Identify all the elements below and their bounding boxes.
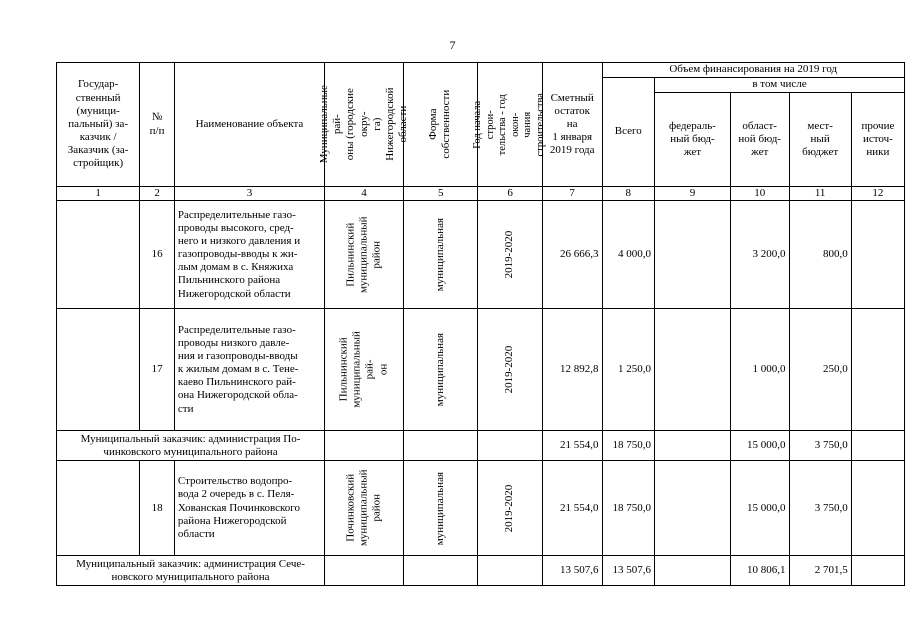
- ownership-cell: [404, 431, 478, 461]
- district-cell: Пильнинский муниципальный район: [325, 201, 404, 309]
- ownership-cell: муниципальная: [404, 309, 478, 431]
- object-name: Распределительные газо- проводы низкого давле- ния и газопроводы-вводы к жилым домам в с. Тене- каево Пильнинского рай- она Нижегородской обла- сти: [174, 309, 324, 431]
- table-row: [57, 461, 905, 556]
- col-num: 3: [174, 187, 324, 201]
- ownership-cell: [404, 556, 478, 586]
- estimate-cell: 21 554,0: [542, 461, 602, 556]
- column-numbers-row: [57, 187, 905, 201]
- table-row: [57, 201, 905, 309]
- regional-cell: 15 000,0: [730, 431, 789, 461]
- local-cell: 2 701,5: [789, 556, 851, 586]
- total-cell: 4 000,0: [602, 201, 655, 309]
- customer-cell: [57, 201, 140, 309]
- local-cell: 3 750,0: [789, 461, 851, 556]
- regional-cell: 3 200,0: [730, 201, 789, 309]
- header-object-name: Наименование объекта: [174, 63, 324, 187]
- estimate-cell: 13 507,6: [542, 556, 602, 586]
- col-num: 2: [140, 187, 175, 201]
- local-cell: 250,0: [789, 309, 851, 431]
- subtotal-row: [57, 556, 905, 586]
- page-number: 7: [449, 38, 456, 52]
- col-num: 1: [57, 187, 140, 201]
- ownership-cell: муниципальная: [404, 201, 478, 309]
- district-cell: Пильнинский муниципальный рай- он: [325, 309, 404, 431]
- other-cell: [851, 201, 904, 309]
- header-number: № п/п: [140, 63, 175, 187]
- col-num: 10: [730, 187, 789, 201]
- funding-table: [56, 62, 905, 586]
- header-estimated-balance: Сметный остаток на 1 января 2019 года: [542, 63, 602, 187]
- regional-cell: 10 806,1: [730, 556, 789, 586]
- header-customer: Государ- ственный (муници- пальный) за- казчик / Заказчик (за- стройщик): [57, 63, 140, 187]
- estimate-cell: 26 666,3: [542, 201, 602, 309]
- other-cell: [851, 461, 904, 556]
- header-funding-volume: Объем финансирования на 2019 год: [602, 63, 904, 78]
- total-cell: 18 750,0: [602, 431, 655, 461]
- header-including: в том числе: [655, 78, 905, 93]
- row-number: 18: [140, 461, 175, 556]
- header-total: Всего: [602, 78, 655, 187]
- federal-cell: [655, 556, 731, 586]
- customer-label: Муниципальный заказчик: администрация По- чинковского муниципального района: [57, 431, 325, 461]
- col-num: 5: [404, 187, 478, 201]
- estimate-cell: 21 554,0: [542, 431, 602, 461]
- years-cell: [478, 556, 543, 586]
- header-local: мест- ный бюджет: [789, 93, 851, 187]
- regional-cell: 1 000,0: [730, 309, 789, 431]
- object-name: Строительство водопро- вода 2 очередь в с. Пеля- Хованская Починковского района Нижегородской области: [174, 461, 324, 556]
- local-cell: 800,0: [789, 201, 851, 309]
- other-cell: [851, 431, 904, 461]
- years-cell: 2019-2020: [478, 201, 543, 309]
- years-cell: 2019-2020: [478, 309, 543, 431]
- col-num: 9: [655, 187, 731, 201]
- header-regional: област- ной бюд- жет: [730, 93, 789, 187]
- ownership-cell: муниципальная: [404, 461, 478, 556]
- other-cell: [851, 556, 904, 586]
- years-cell: [478, 431, 543, 461]
- total-cell: 18 750,0: [602, 461, 655, 556]
- years-cell: 2019-2020: [478, 461, 543, 556]
- header-years: Год начала строи- тельства - год окон- чания строительства: [478, 63, 543, 187]
- district-cell: Починковский муниципальный район: [325, 461, 404, 556]
- federal-cell: [655, 309, 731, 431]
- local-cell: 3 750,0: [789, 431, 851, 461]
- header-federal: федераль- ный бюд- жет: [655, 93, 731, 187]
- federal-cell: [655, 461, 731, 556]
- row-number: 16: [140, 201, 175, 309]
- federal-cell: [655, 201, 731, 309]
- col-num: 8: [602, 187, 655, 201]
- object-name: Распределительные газо- проводы высокого, сред- него и низкого давления и газопроводы-вводы к жи- лым домам в с. Княжиха Пильнинского района Нижегородской области: [174, 201, 324, 309]
- total-cell: 1 250,0: [602, 309, 655, 431]
- subtotal-row: [57, 431, 905, 461]
- district-cell: [325, 431, 404, 461]
- header-municipal-district: Муниципальные рай- оны (городские окру- га) Нижегородской области: [325, 63, 404, 187]
- customer-label: Муниципальный заказчик: администрация Сече- новского муниципального района: [57, 556, 325, 586]
- regional-cell: 15 000,0: [730, 461, 789, 556]
- customer-cell: [57, 309, 140, 431]
- district-cell: [325, 556, 404, 586]
- col-num: 12: [851, 187, 904, 201]
- other-cell: [851, 309, 904, 431]
- col-num: 7: [542, 187, 602, 201]
- customer-cell: [57, 461, 140, 556]
- federal-cell: [655, 431, 731, 461]
- header-ownership: Форма собственности: [404, 63, 478, 187]
- header-other: прочие источ- ники: [851, 93, 904, 187]
- total-cell: 13 507,6: [602, 556, 655, 586]
- row-number: 17: [140, 309, 175, 431]
- table-row: [57, 309, 905, 431]
- col-num: 11: [789, 187, 851, 201]
- estimate-cell: 12 892,8: [542, 309, 602, 431]
- col-num: 4: [325, 187, 404, 201]
- col-num: 6: [478, 187, 543, 201]
